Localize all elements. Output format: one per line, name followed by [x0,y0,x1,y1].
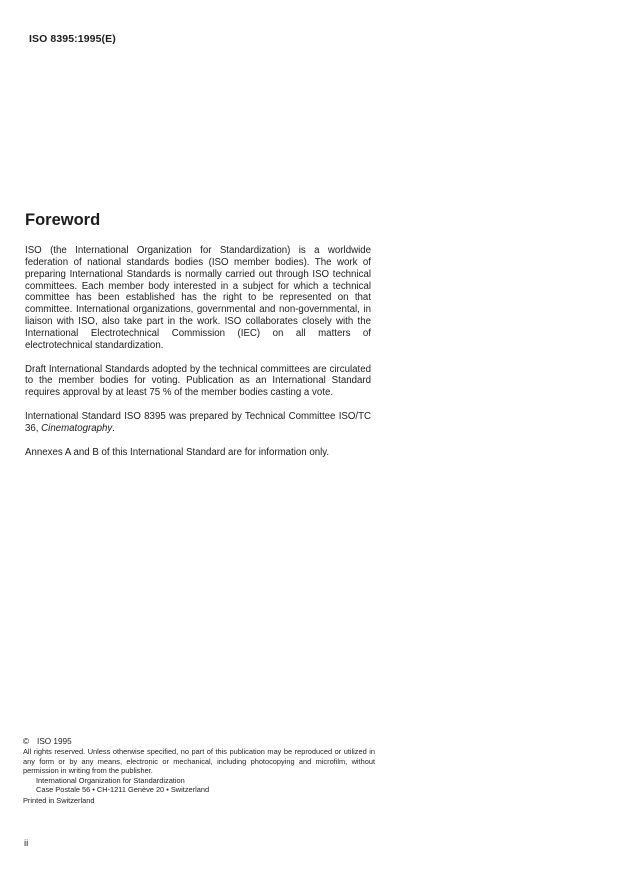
page-number: ii [24,838,29,849]
paragraph-draft-standards: Draft International Standards adopted by the technical committees are circulated to the member bodies for voting. Publication as an International Standard requires approval by at least 75 % of the member bodies casting a vote. [25,363,371,399]
copyright-symbol: © [23,737,30,746]
committee-name: Cinematography [41,422,113,434]
copyright-line [23,737,375,746]
document-id: ISO 8395:1995(E) [29,33,116,45]
copyright-block [23,737,375,806]
paragraph-prepared-by [25,411,371,435]
copyright-notice: All rights reserved. Unless otherwise specified, no part of this publication may be reproduced or utilized in any form or by any means, electronic or mechanical, including photocopying and microfilm, without permission in writing from the publisher. [23,747,375,776]
publisher-address: Case Postale 56 • CH-1211 Genève 20 • Switzerland [36,785,210,795]
prepared-by-text: International Standard ISO 8395 was prepared by Technical Committee ISO/TC 36, [25,411,371,434]
publisher-name: International Organization for Standardization [36,775,185,785]
paragraph-annexes: Annexes A and B of this International Standard are for information only. [25,446,330,458]
section-title: Foreword [25,211,101,229]
foreword-body [25,245,371,459]
paragraph-iso-intro: ISO (the International Organization for Standardization) is a worldwide federation of national standards bodies (ISO member bodies). The work of preparing International Standards is normally carried out through ISO technical committees. Each member body interested in a subject for which a technical committee has been established has the right to be represented on that committee. International organizations, governmental and non-governmental, in liaison with ISO, also take part in the work. ISO collaborates closely with the International Electrotechnical Commission (IEC) on all matters of electrotechnical standardization. [25,245,371,351]
prepared-by-end: . [112,422,115,434]
printed-in: Printed in Switzerland [23,796,95,806]
copyright-owner-year: ISO 1995 [37,737,72,746]
